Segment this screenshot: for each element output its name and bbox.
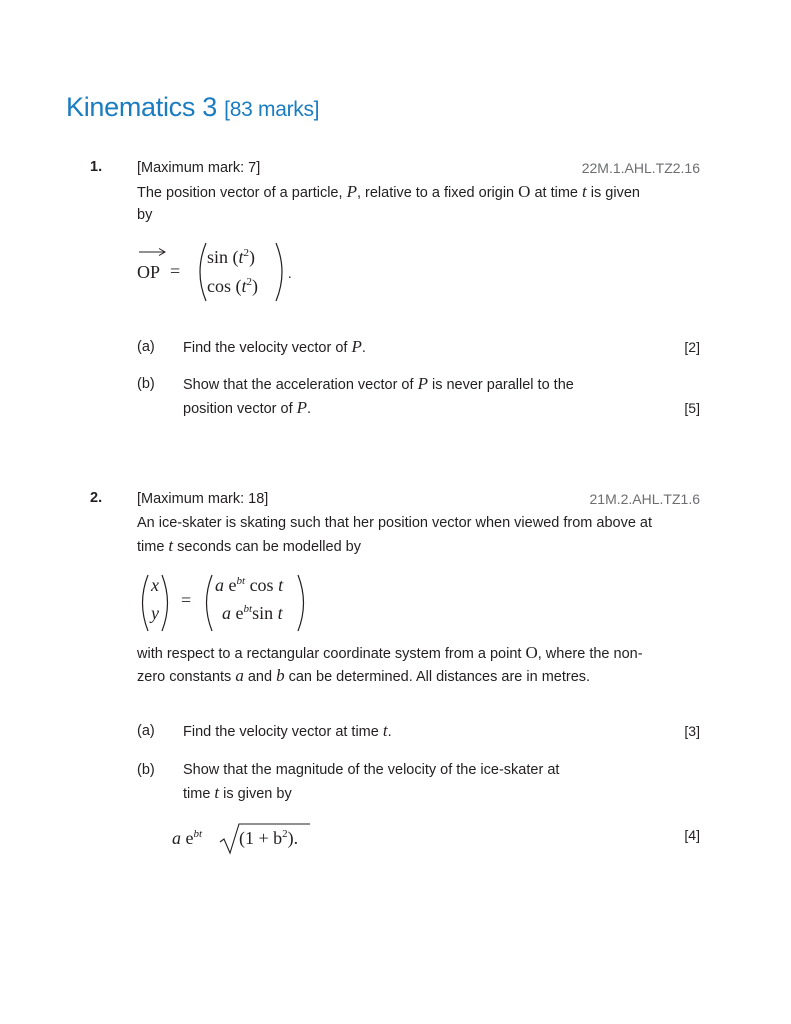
equation-period: . [288, 267, 292, 282]
vector-arrow-icon [139, 247, 167, 257]
vector-x: x [151, 575, 159, 595]
question-2-part-a-label: (a) [137, 723, 155, 739]
question-2-part-b-line2: time t is given by [183, 783, 292, 802]
matrix-row-y: a $e^{bt}\sin$ t [222, 603, 283, 623]
question-2-after-line1: with respect to a rectangular coordinate system from a point O, where the non- [137, 643, 643, 662]
right-paren-icon [294, 573, 310, 633]
equals-sign: = [170, 261, 181, 281]
question-1-stem-line2: by [137, 207, 153, 223]
question-2-part-a-text: Find the velocity vector at time t. [183, 721, 392, 740]
title-text: Kinematics 3 [66, 92, 217, 122]
question-2-part-b-formula [172, 818, 332, 858]
matrix-row-cos: $\cos (t^2)$ [207, 276, 259, 296]
question-1-number: 1. [90, 159, 103, 175]
left-paren-icon [136, 573, 152, 633]
question-2-stem-line1: An ice-skater is skating such that her position vector when viewed from above at [137, 515, 653, 531]
question-1-part-a-label: (a) [137, 339, 155, 355]
left-paren-icon [200, 573, 216, 633]
matrix-row-sin: $\sin (t^2)$ [207, 247, 256, 267]
vector-op-label: OP [137, 262, 161, 282]
question-2-after-line2: zero constants a and b can be determined. All distances are in metres. [137, 666, 591, 685]
question-2-part-a-marks: [3] [684, 723, 700, 739]
title-marks: [83 marks] [224, 98, 320, 121]
question-2-reference: 21M.2.AHL.TZ1.6 [589, 491, 700, 507]
question-1-reference: 22M.1.AHL.TZ2.16 [581, 160, 700, 176]
question-2-max-mark: [Maximum mark: 18] [137, 491, 269, 507]
question-1-part-b-label: (b) [137, 376, 155, 392]
question-1-part-b-line1: Show that the acceleration vector of P is never parallel to the [183, 374, 574, 393]
question-1-part-a-text: Find the velocity vector of P. [183, 337, 366, 356]
right-paren-icon [158, 573, 174, 633]
question-2-number: 2. [90, 490, 103, 506]
question-2-part-b-line1: Show that the magnitude of the velocity of the ice-skater at [183, 762, 560, 778]
question-1-stem: The position vector of a particle, P, relative to a fixed origin O at time t is given [137, 182, 640, 201]
question-1-part-b-line2: position vector of P. [183, 398, 312, 417]
question-2-stem-line2: time t seconds can be modelled by [137, 536, 361, 555]
page-title [66, 92, 319, 123]
vector-y: y [151, 603, 159, 623]
question-2-equation [136, 573, 326, 635]
formula-radicand: $(1 + b^2)$. [239, 828, 299, 848]
question-1-part-a-marks: [2] [684, 339, 700, 355]
question-1-part-b-marks: [5] [684, 400, 700, 416]
matrix-row-x: a $e^{bt}$ cos t [215, 575, 284, 595]
question-2-part-b-marks: [4] [684, 827, 700, 843]
question-1-equation [136, 241, 306, 305]
equals-sign: = [181, 590, 192, 610]
formula-coefficient: a $e^{bt}$ [172, 828, 203, 848]
question-2-part-b-label: (b) [137, 762, 155, 778]
question-1-max-mark: [Maximum mark: 7] [137, 160, 261, 176]
